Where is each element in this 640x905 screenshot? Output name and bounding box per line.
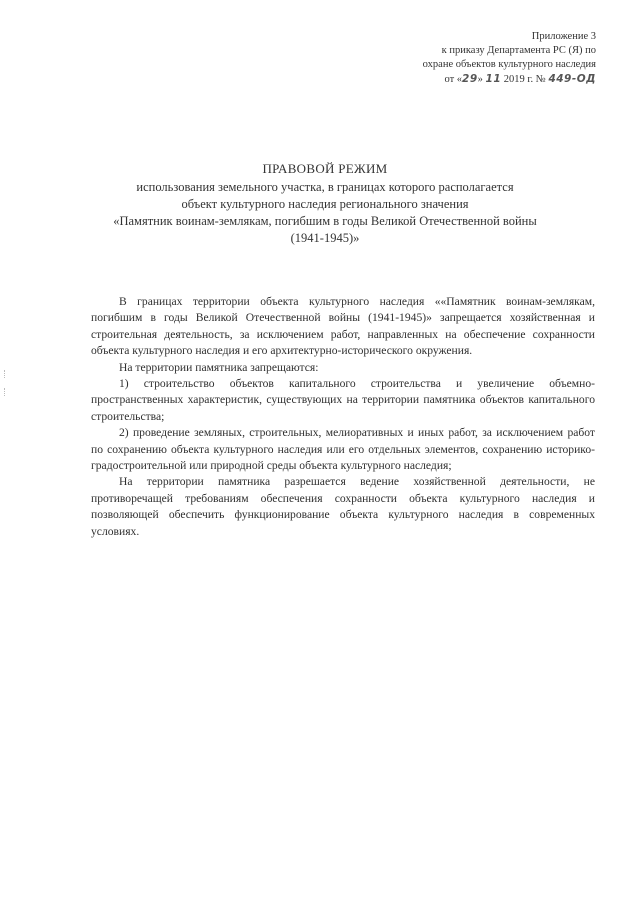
appendix-number: Приложение 3 — [531, 31, 596, 42]
document-heading — [110, 160, 540, 247]
paragraph-permitted: На территории памятника разрешается ведение хозяйственной деятельности, не противоречащей требованиям обеспечения сохранности объекта культурного наследия и позволяющей обеспечить функционирование объекта культурного наследия в современных условиях. — [91, 475, 595, 538]
document-body — [91, 294, 595, 540]
order-date-prefix: от « — [444, 74, 463, 85]
paragraph-restrictions-intro: В границах территории объекта культурного наследия ««Памятник воинам-землякам, погибшим в годы Великой Отечественной войны (1941-1945)» запрещается хозяйственная и строительная деятельность, за исключением работ, направленных на обеспечение сохранности объекта культурного наследия и его архитектурно-исторического окружения. — [91, 295, 595, 358]
order-number: 449-ОД — [548, 73, 596, 85]
heading-line-2: объект культурного наследия регионального значения — [181, 197, 469, 211]
heading-line-1: использования земельного участка, в границах которого располагается — [136, 180, 514, 194]
order-date-quote: » — [477, 74, 483, 85]
scan-margin-mark — [4, 388, 8, 396]
heading-line-3: «Памятник воинам-землякам, погибшим в годы Великой Отечественной войны — [113, 214, 537, 228]
appendix-header — [366, 30, 596, 87]
order-date-line — [366, 72, 596, 87]
appendix-order-ref: к приказу Департамента РС (Я) по — [441, 45, 596, 56]
order-month: 11 — [485, 73, 502, 85]
scan-margin-mark — [4, 370, 8, 378]
order-year: 2019 г. № — [503, 74, 546, 85]
order-day: 29 — [462, 73, 478, 85]
paragraph-prohibited-heading: На территории памятника запрещаются: — [119, 360, 319, 374]
document-title: ПРАВОВОЙ РЕЖИМ — [262, 161, 388, 176]
appendix-department: охране объектов культурного наследия — [422, 59, 596, 70]
heading-line-4: (1941-1945)» — [290, 231, 360, 245]
paragraph-prohibited-item-1: 1) строительство объектов капитального строительства и увеличение объемно-пространственных характеристик, существующих на территории памятника объектов капитального строительства; — [91, 377, 595, 423]
paragraph-prohibited-item-2: 2) проведение земляных, строительных, мелиоративных и иных работ, за исключением работ по сохранению объекта культурного наследия или его отдельных элементов, сохранению историко-градостроительной или природной среды объекта культурного наследия; — [91, 426, 595, 473]
